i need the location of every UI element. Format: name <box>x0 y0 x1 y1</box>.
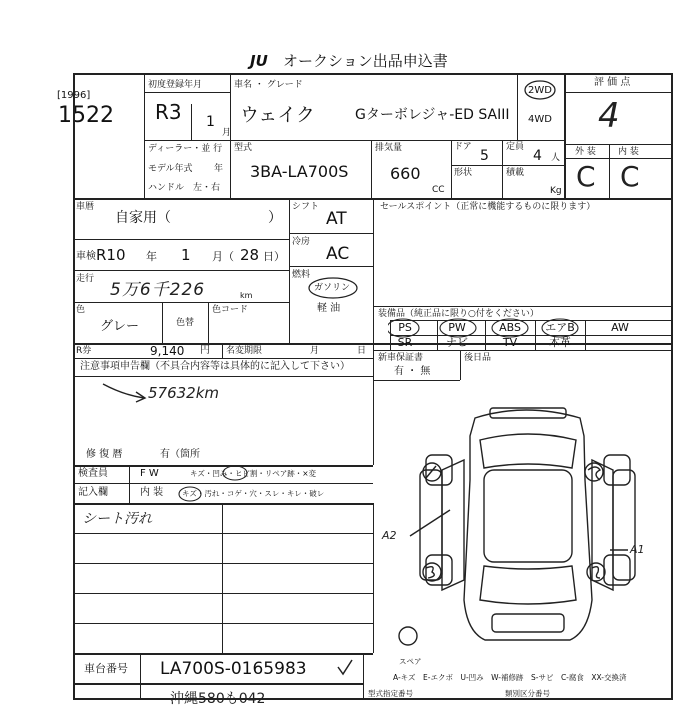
shaken-day: 28 <box>240 246 260 264</box>
class-number-label: 類別区分番号 <box>505 689 550 698</box>
first-reg-label: 初度登録年月 <box>148 80 203 90</box>
fuel-label: 燃料 <box>292 270 311 280</box>
exterior-label: 外 装 <box>575 147 596 157</box>
interior-entry: 内 装 <box>140 487 164 498</box>
dealer-parallel-label: ディーラー・並 行 <box>148 144 223 154</box>
load-label: 積載 <box>506 168 525 178</box>
model-year-unit: 年 <box>214 164 224 174</box>
shaken-month: 1 <box>181 246 191 264</box>
ac: AC <box>326 244 350 264</box>
drive-2wd: 2WD <box>528 85 552 96</box>
rear-window <box>480 566 576 604</box>
model-label: 型式 <box>234 143 253 153</box>
recycle-yen: 円 <box>200 345 210 356</box>
reg-month-unit: 月 <box>222 128 232 138</box>
color-code-label: 色コード <box>212 305 249 315</box>
form-title: オークション出品申込書 <box>283 52 448 70</box>
equipment-circles <box>388 318 593 338</box>
car-damage-diagram <box>380 400 670 650</box>
model-year-label: モデル年式 <box>148 164 193 174</box>
damage-legend: A-キズ E-エクボ U-凹み W-補修跡 S-サビ C-腐食 XX-交換済 <box>393 673 627 682</box>
name-change-day: 日 <box>357 346 367 356</box>
seat-note: シート汚れ <box>82 511 152 527</box>
notes-arrow <box>100 380 150 406</box>
shape-label: 形状 <box>454 168 473 178</box>
usage: 自家用（ <box>115 210 171 226</box>
equip-leather: 本革 <box>549 336 571 349</box>
doors-label: ドア <box>454 142 472 152</box>
cc-unit: CC <box>432 185 445 195</box>
equip-airbag: エアB <box>545 321 575 334</box>
km-unit: km <box>240 291 253 300</box>
notes-handwritten: 57632km <box>148 384 220 402</box>
interior-label: 内 装 <box>618 147 639 157</box>
displacement-label: 排気量 <box>375 143 403 153</box>
color-label: 色 <box>76 305 86 315</box>
plate-partial: 沖縄580も042 <box>170 691 266 707</box>
shaken-day-unit: 日） <box>263 250 285 263</box>
shift: AT <box>326 209 347 229</box>
name-change-month: 月 <box>310 346 320 356</box>
inspector-fw: F W <box>140 468 159 479</box>
equip-tv: TV <box>502 336 518 349</box>
entry-label: 記入欄 <box>78 487 108 498</box>
right-side-outer <box>613 470 635 580</box>
reg-era-year: R3 <box>155 100 182 124</box>
interior-legend: キズ・汚れ・コゲ・穴・スレ・キレ・破レ <box>182 489 325 498</box>
sales-point-label: セールスポイント（正常に機能するものに限ります） <box>380 202 596 212</box>
recycle-amount: 9,140 <box>150 344 185 358</box>
new-car-warranty-label: 新車保証書 <box>378 353 424 363</box>
fuel-gasoline: ガソリン <box>314 283 351 293</box>
windshield <box>480 434 576 468</box>
shaken-year-unit: 年 <box>146 250 157 263</box>
fuel-gasoline-circle <box>306 276 362 300</box>
equip-sr: SR <box>397 336 413 349</box>
lot-number: 1522 <box>58 103 114 128</box>
load-unit: Kg <box>550 186 562 196</box>
left-side-panel <box>442 460 464 590</box>
model-designation-label: 型式指定番号 <box>368 689 413 698</box>
fuel-diesel: 軽 油 <box>317 303 341 314</box>
right-side-panel <box>592 460 613 590</box>
year-tag: [1996] <box>57 90 91 101</box>
drive-2wd-circle <box>522 79 558 101</box>
equip-pw: PW <box>448 321 466 334</box>
legend-marks <box>178 463 288 503</box>
chassis-check-mark <box>335 657 355 679</box>
capacity-unit: 人 <box>551 153 561 163</box>
inspector-label: 検査員 <box>78 468 108 479</box>
score-label: 評 価 点 <box>594 77 631 88</box>
color: グレー <box>100 319 140 334</box>
score-value: 4 <box>598 96 620 136</box>
interior-grade: C <box>620 160 640 193</box>
diagram-tag-right: A1 <box>630 543 645 556</box>
name-change-label: 名変期限 <box>226 346 263 356</box>
chassis-label: 車台番号 <box>84 662 128 675</box>
equip-ps: PS <box>398 321 412 334</box>
exterior-legend: キズ・凹み・ヒビ割・リペア跡・×変 <box>190 469 316 478</box>
drive-4wd: 4WD <box>528 114 552 125</box>
reg-month: 1 <box>206 114 215 130</box>
logo: JU <box>250 52 268 70</box>
spare-label: スペア <box>399 657 422 666</box>
history-label: 車暦 <box>76 202 95 212</box>
color-change-label: 色替 <box>176 318 195 328</box>
repair-value: 有（箇所 <box>160 449 200 460</box>
equip-abs: ABS <box>499 321 521 334</box>
equip-navi: ナビ <box>446 336 468 349</box>
shaken-era: R10 <box>96 246 126 264</box>
name-grade-label: 車名 ・ グレード <box>234 80 303 90</box>
chassis-value: LA700S-0165983 <box>160 659 307 679</box>
exterior-grade: C <box>576 160 596 193</box>
shaken-month-unit: 月（ <box>212 250 234 263</box>
mileage: 5万6千226 <box>110 280 206 300</box>
usage-close: ） <box>268 210 282 226</box>
doors: 5 <box>480 148 489 164</box>
repair-label: 修 復 暦 <box>86 449 123 460</box>
diagram-tag-left: A2 <box>382 529 397 542</box>
recycle-label: R券 <box>76 346 92 356</box>
capacity-label: 定員 <box>506 142 525 152</box>
displacement: 660 <box>390 164 421 183</box>
rear-bumper <box>492 614 564 632</box>
capacity: 4 <box>533 148 542 164</box>
spare-wheel <box>399 627 417 645</box>
vehicle-model: 3BA-LA700S <box>250 162 349 181</box>
mileage-label: 走行 <box>76 274 95 284</box>
roof <box>484 470 572 562</box>
after-item-label: 後日品 <box>464 353 492 363</box>
vehicle-grade: Gターボレジャ-ED SAIII <box>355 107 510 123</box>
shaken-label: 車検 <box>76 251 96 262</box>
equip-aw: AW <box>611 321 629 334</box>
ac-label: 冷房 <box>292 237 311 247</box>
handle-label: ハンドル 左・右 <box>148 183 221 193</box>
equipment-label: 装備品（純正品に限り○付をください） <box>378 309 539 319</box>
new-car-warranty-value: 有 ・ 無 <box>394 366 431 377</box>
notes-label: 注意事項申告欄（不具合内容等は具体的に記入して下さい） <box>80 361 350 372</box>
car-body-outline <box>464 410 592 640</box>
vehicle-name: ウェイク <box>240 104 315 126</box>
shift-label: シフト <box>292 202 320 212</box>
